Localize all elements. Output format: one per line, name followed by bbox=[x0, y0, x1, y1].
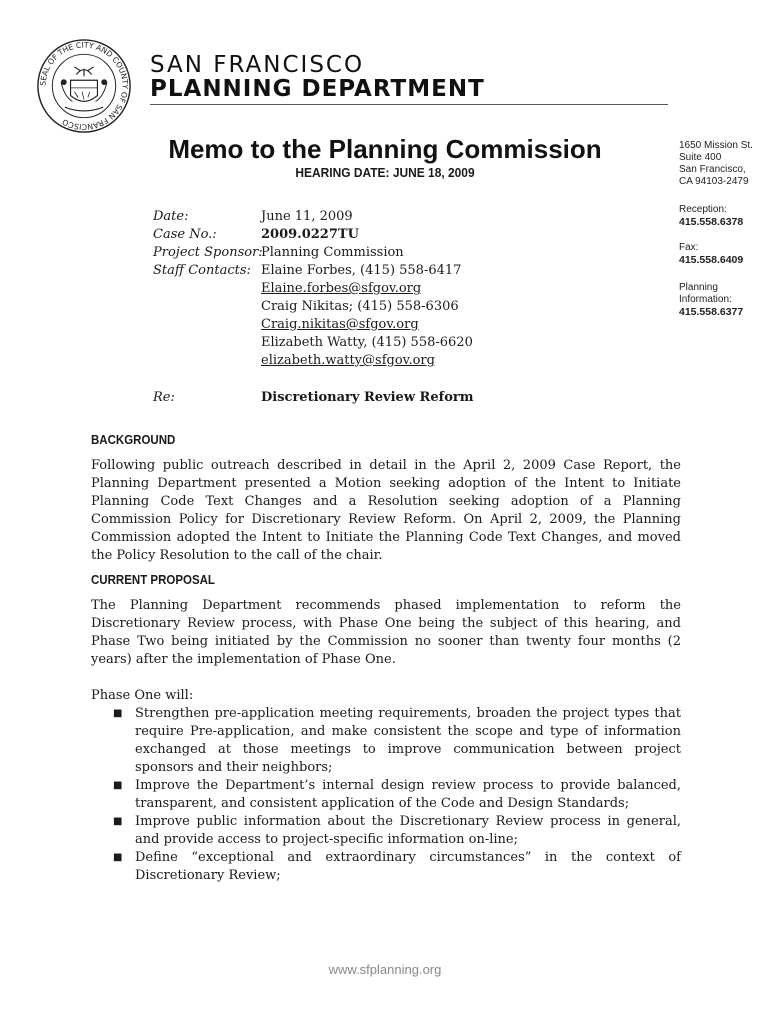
proposal-paragraph: The Planning Department recommends phased implementation to reform the Discretionary Review process, with Phase One being the subject of this hearing, and Phase Two being initiated by the Commission no sooner than twenty four months (2 years) after the implementation of Phase One. bbox=[91, 598, 681, 667]
planning-number: 415.558.6377 bbox=[679, 306, 744, 318]
planning-label-2: Information: bbox=[679, 294, 732, 305]
staff-contact-3: Elizabeth Watty, (415) 558-6620 bbox=[261, 335, 473, 350]
fax-number: 415.558.6409 bbox=[679, 254, 744, 266]
date-value: June 11, 2009 bbox=[261, 209, 353, 224]
planning-info-block bbox=[679, 282, 743, 318]
address-suite: Suite 400 bbox=[679, 152, 722, 163]
sponsor-value: Planning Commission bbox=[261, 245, 404, 260]
fax-block bbox=[679, 242, 743, 266]
staff-contact-2: Craig Nikitas; (415) 558-6306 bbox=[261, 299, 459, 314]
phase-one-list bbox=[91, 705, 681, 885]
org-department-name: PLANNING DEPARTMENT bbox=[150, 76, 485, 102]
hearing-date: HEARING DATE: JUNE 18, 2009 bbox=[295, 165, 475, 180]
fax-label: Fax: bbox=[679, 242, 699, 253]
org-city-name: SAN FRANCISCO bbox=[150, 52, 365, 78]
re-value: Discretionary Review Reform bbox=[261, 390, 474, 405]
re-label: Re: bbox=[153, 390, 175, 405]
address-city: San Francisco, bbox=[679, 164, 746, 175]
proposal-heading: CURRENT PROPOSAL bbox=[91, 573, 215, 587]
list-item-text: Strengthen pre-application meeting requirements, broaden the project types that require Pre-application, and make consistent the scope and type of information exchanged at those meetings to improve communication between project sponsors and their neighbors; bbox=[135, 706, 681, 775]
background-heading: BACKGROUND bbox=[91, 433, 176, 447]
bullet-icon: ■ bbox=[113, 780, 123, 791]
background-paragraph: Following public outreach described in detail in the April 2, 2009 Case Report, the Planning Department presented a Motion seeking adoption of the Intent to Initiate Planning Code Text Changes and a Resolution seeking adoption of a Planning Commission Policy for Discretionary Review Reform. On April 2, 2009, the Planning Commission adopted the Intent to Initiate the Planning Code Text Changes, and moved the Policy Resolution to the call of the chair. bbox=[91, 458, 681, 563]
footer-url[interactable]: www.sfplanning.org bbox=[328, 962, 442, 977]
list-item bbox=[91, 705, 681, 777]
reception-label: Reception: bbox=[679, 204, 727, 215]
list-item-text: Improve the Department’s internal design review process to provide balanced, transparent, and consistent application of the Code and Design Standards; bbox=[135, 778, 681, 811]
address-block bbox=[679, 140, 753, 188]
header-divider bbox=[150, 104, 668, 105]
date-label: Date: bbox=[153, 209, 189, 224]
reception-number: 415.558.6378 bbox=[679, 216, 744, 228]
staff-contact-1: Elaine Forbes, (415) 558-6417 bbox=[261, 263, 462, 278]
case-label: Case No.: bbox=[153, 227, 217, 242]
staff-label: Staff Contacts: bbox=[153, 263, 251, 278]
city-seal-logo bbox=[36, 38, 132, 134]
case-value: 2009.0227TU bbox=[261, 227, 359, 242]
bullet-icon: ■ bbox=[113, 852, 123, 863]
staff-email-3[interactable]: elizabeth.watty@sfgov.org bbox=[261, 353, 435, 368]
sponsor-label: Project Sponsor: bbox=[153, 245, 263, 260]
bullet-icon: ■ bbox=[113, 708, 123, 719]
list-item-text: Define “exceptional and extraordinary circumstances” in the context of Discretionary Review; bbox=[135, 850, 681, 883]
staff-email-1[interactable]: Elaine.forbes@sfgov.org bbox=[261, 281, 422, 296]
bullet-icon: ■ bbox=[113, 816, 123, 827]
reception-block bbox=[679, 204, 743, 228]
phase-one-intro: Phase One will: bbox=[91, 688, 194, 703]
memo-title: Memo to the Planning Commission bbox=[168, 134, 602, 164]
list-item bbox=[91, 849, 681, 885]
list-item bbox=[91, 813, 681, 849]
staff-email-2[interactable]: Craig.nikitas@sfgov.org bbox=[261, 317, 419, 332]
seal-ring-text: SEAL OF THE CITY AND COUNTY OF SAN FRANCISCO bbox=[38, 40, 130, 132]
address-street: 1650 Mission St. bbox=[679, 140, 753, 151]
list-item bbox=[91, 777, 681, 813]
address-state-zip: CA 94103-2479 bbox=[679, 176, 749, 187]
list-item-text: Improve public information about the Discretionary Review process in general, and provide access to project-specific information on-line; bbox=[135, 814, 681, 847]
planning-label-1: Planning bbox=[679, 282, 718, 293]
